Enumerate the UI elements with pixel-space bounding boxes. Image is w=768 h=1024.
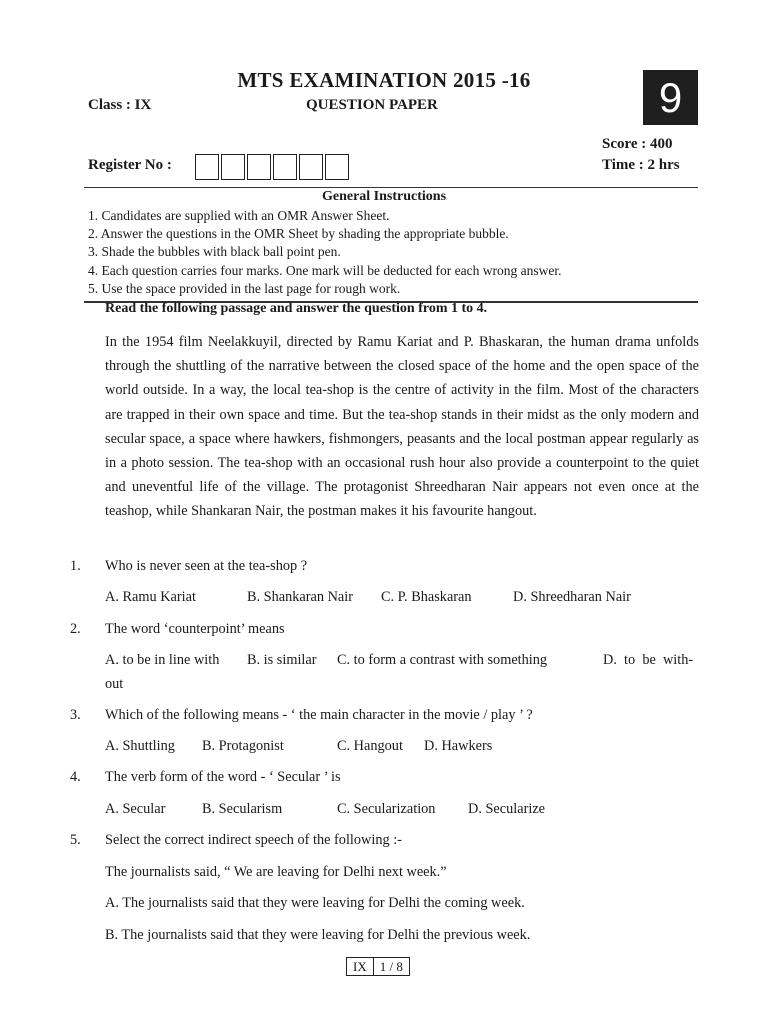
answer-option[interactable]: B. The journalists said that they were leaving for Delhi the previous week.: [105, 927, 531, 943]
quoted-sentence: The journalists said, “ We are leaving for Delhi next week.”: [105, 864, 447, 880]
register-digit-box[interactable]: [325, 154, 349, 180]
answer-option[interactable]: D. Hawkers: [424, 738, 493, 754]
register-digit-box[interactable]: [247, 154, 271, 180]
question-number: 4.: [70, 769, 81, 785]
time-label: Time : 2 hrs: [602, 157, 680, 173]
instruction-item: 2. Answer the questions in the OMR Sheet by shading the appropriate bubble.: [88, 226, 509, 242]
instruction-item: 5. Use the space provided in the last page for rough work.: [88, 280, 401, 296]
answer-options: [105, 652, 693, 669]
answer-option[interactable]: C. Secularization: [337, 801, 436, 817]
answer-option[interactable]: D. Secularize: [468, 801, 546, 817]
answer-option[interactable]: A. to be in line with: [105, 652, 220, 668]
passage-heading: Read the following passage and answer the question from 1 to 4.: [105, 301, 488, 316]
answer-option[interactable]: C. to form a contrast with something: [337, 652, 548, 668]
instructions-list: [88, 207, 561, 298]
register-number-boxes[interactable]: [195, 154, 351, 180]
footer-class: IX: [346, 957, 374, 976]
page-footer: [346, 957, 410, 976]
register-digit-box[interactable]: [221, 154, 245, 180]
question-text: Which of the following means - ‘ the main character in the movie / play ’ ?: [105, 707, 533, 723]
answer-option[interactable]: A. Ramu Kariat: [105, 589, 196, 605]
register-number-label: Register No :: [88, 157, 172, 173]
answer-option[interactable]: B. is similar: [247, 652, 317, 668]
passage-text: In the 1954 film Neelakkuyil, directed by Ramu Kariat and P. Bhaskaran, the human drama unfolds through the shuttling of the narrative between the closed space of the home and the open space of the world outside. In a way, the local tea-shop is the centre of activity in the film. Most of the characters are trapped in their own space and time. But the tea-shop stands in their midst as the only modern and secular space, a space where hawkers, fishmongers, peasants and the local postman appear regularly as in a photo session. The tea-shop with an occasional rush hour also provide a counterpoint to the quiet and uneventful life of the village. The protagonist Shreedharan Nair appears not even once at the teashop, while Shankaran Nair, the postman makes it his favourite hangout.: [105, 334, 699, 520]
instruction-item: 3. Shade the bubbles with black ball point pen.: [88, 244, 341, 260]
answer-option[interactable]: C. Hangout: [337, 738, 403, 754]
instruction-item: 4. Each question carries four marks. One mark will be deducted for each wrong answer.: [88, 262, 562, 278]
answer-options: [105, 589, 631, 606]
question-text: The verb form of the word - ‘ Secular ’ is: [105, 769, 341, 785]
question-text: The word ‘counterpoint’ means: [105, 621, 285, 637]
instructions-title: General Instructions: [321, 189, 447, 204]
exam-title: MTS EXAMINATION 2015 -16: [237, 68, 531, 92]
instruction-item: 1. Candidates are supplied with an OMR Answer Sheet.: [88, 208, 390, 223]
answer-option[interactable]: B. Shankaran Nair: [247, 589, 354, 605]
register-digit-box[interactable]: [299, 154, 323, 180]
answer-option[interactable]: D. to be with-: [603, 652, 694, 668]
question-paper-label: QUESTION PAPER: [306, 97, 438, 113]
answer-option[interactable]: A. The journalists said that they were leaving for Delhi the coming week.: [105, 895, 525, 911]
score-label: Score : 400: [602, 136, 673, 152]
register-digit-box[interactable]: [273, 154, 297, 180]
register-digit-box[interactable]: [195, 154, 219, 180]
footer-page-number: 1 / 8: [374, 957, 410, 976]
answer-option[interactable]: B. Protagonist: [202, 738, 284, 754]
answer-option[interactable]: D. Shreedharan Nair: [513, 589, 631, 605]
answer-options: [105, 801, 545, 818]
question-number: 1.: [70, 558, 81, 574]
answer-option-continuation: out: [105, 676, 124, 692]
class-label: Class : IX: [88, 97, 152, 113]
answer-option[interactable]: C. P. Bhaskaran: [381, 589, 472, 605]
answer-options: [105, 738, 492, 755]
answer-option[interactable]: A. Shuttling: [105, 738, 175, 754]
question-number: 2.: [70, 621, 81, 637]
answer-option[interactable]: B. Secularism: [202, 801, 283, 817]
answer-option[interactable]: A. Secular: [105, 801, 166, 817]
question-text: Who is never seen at the tea-shop ?: [105, 558, 308, 574]
question-number: 3.: [70, 707, 81, 723]
grade-badge: 9: [643, 70, 698, 125]
divider: [84, 187, 698, 188]
question-text: Select the correct indirect speech of the following :-: [105, 832, 402, 848]
question-number: 5.: [70, 832, 81, 848]
